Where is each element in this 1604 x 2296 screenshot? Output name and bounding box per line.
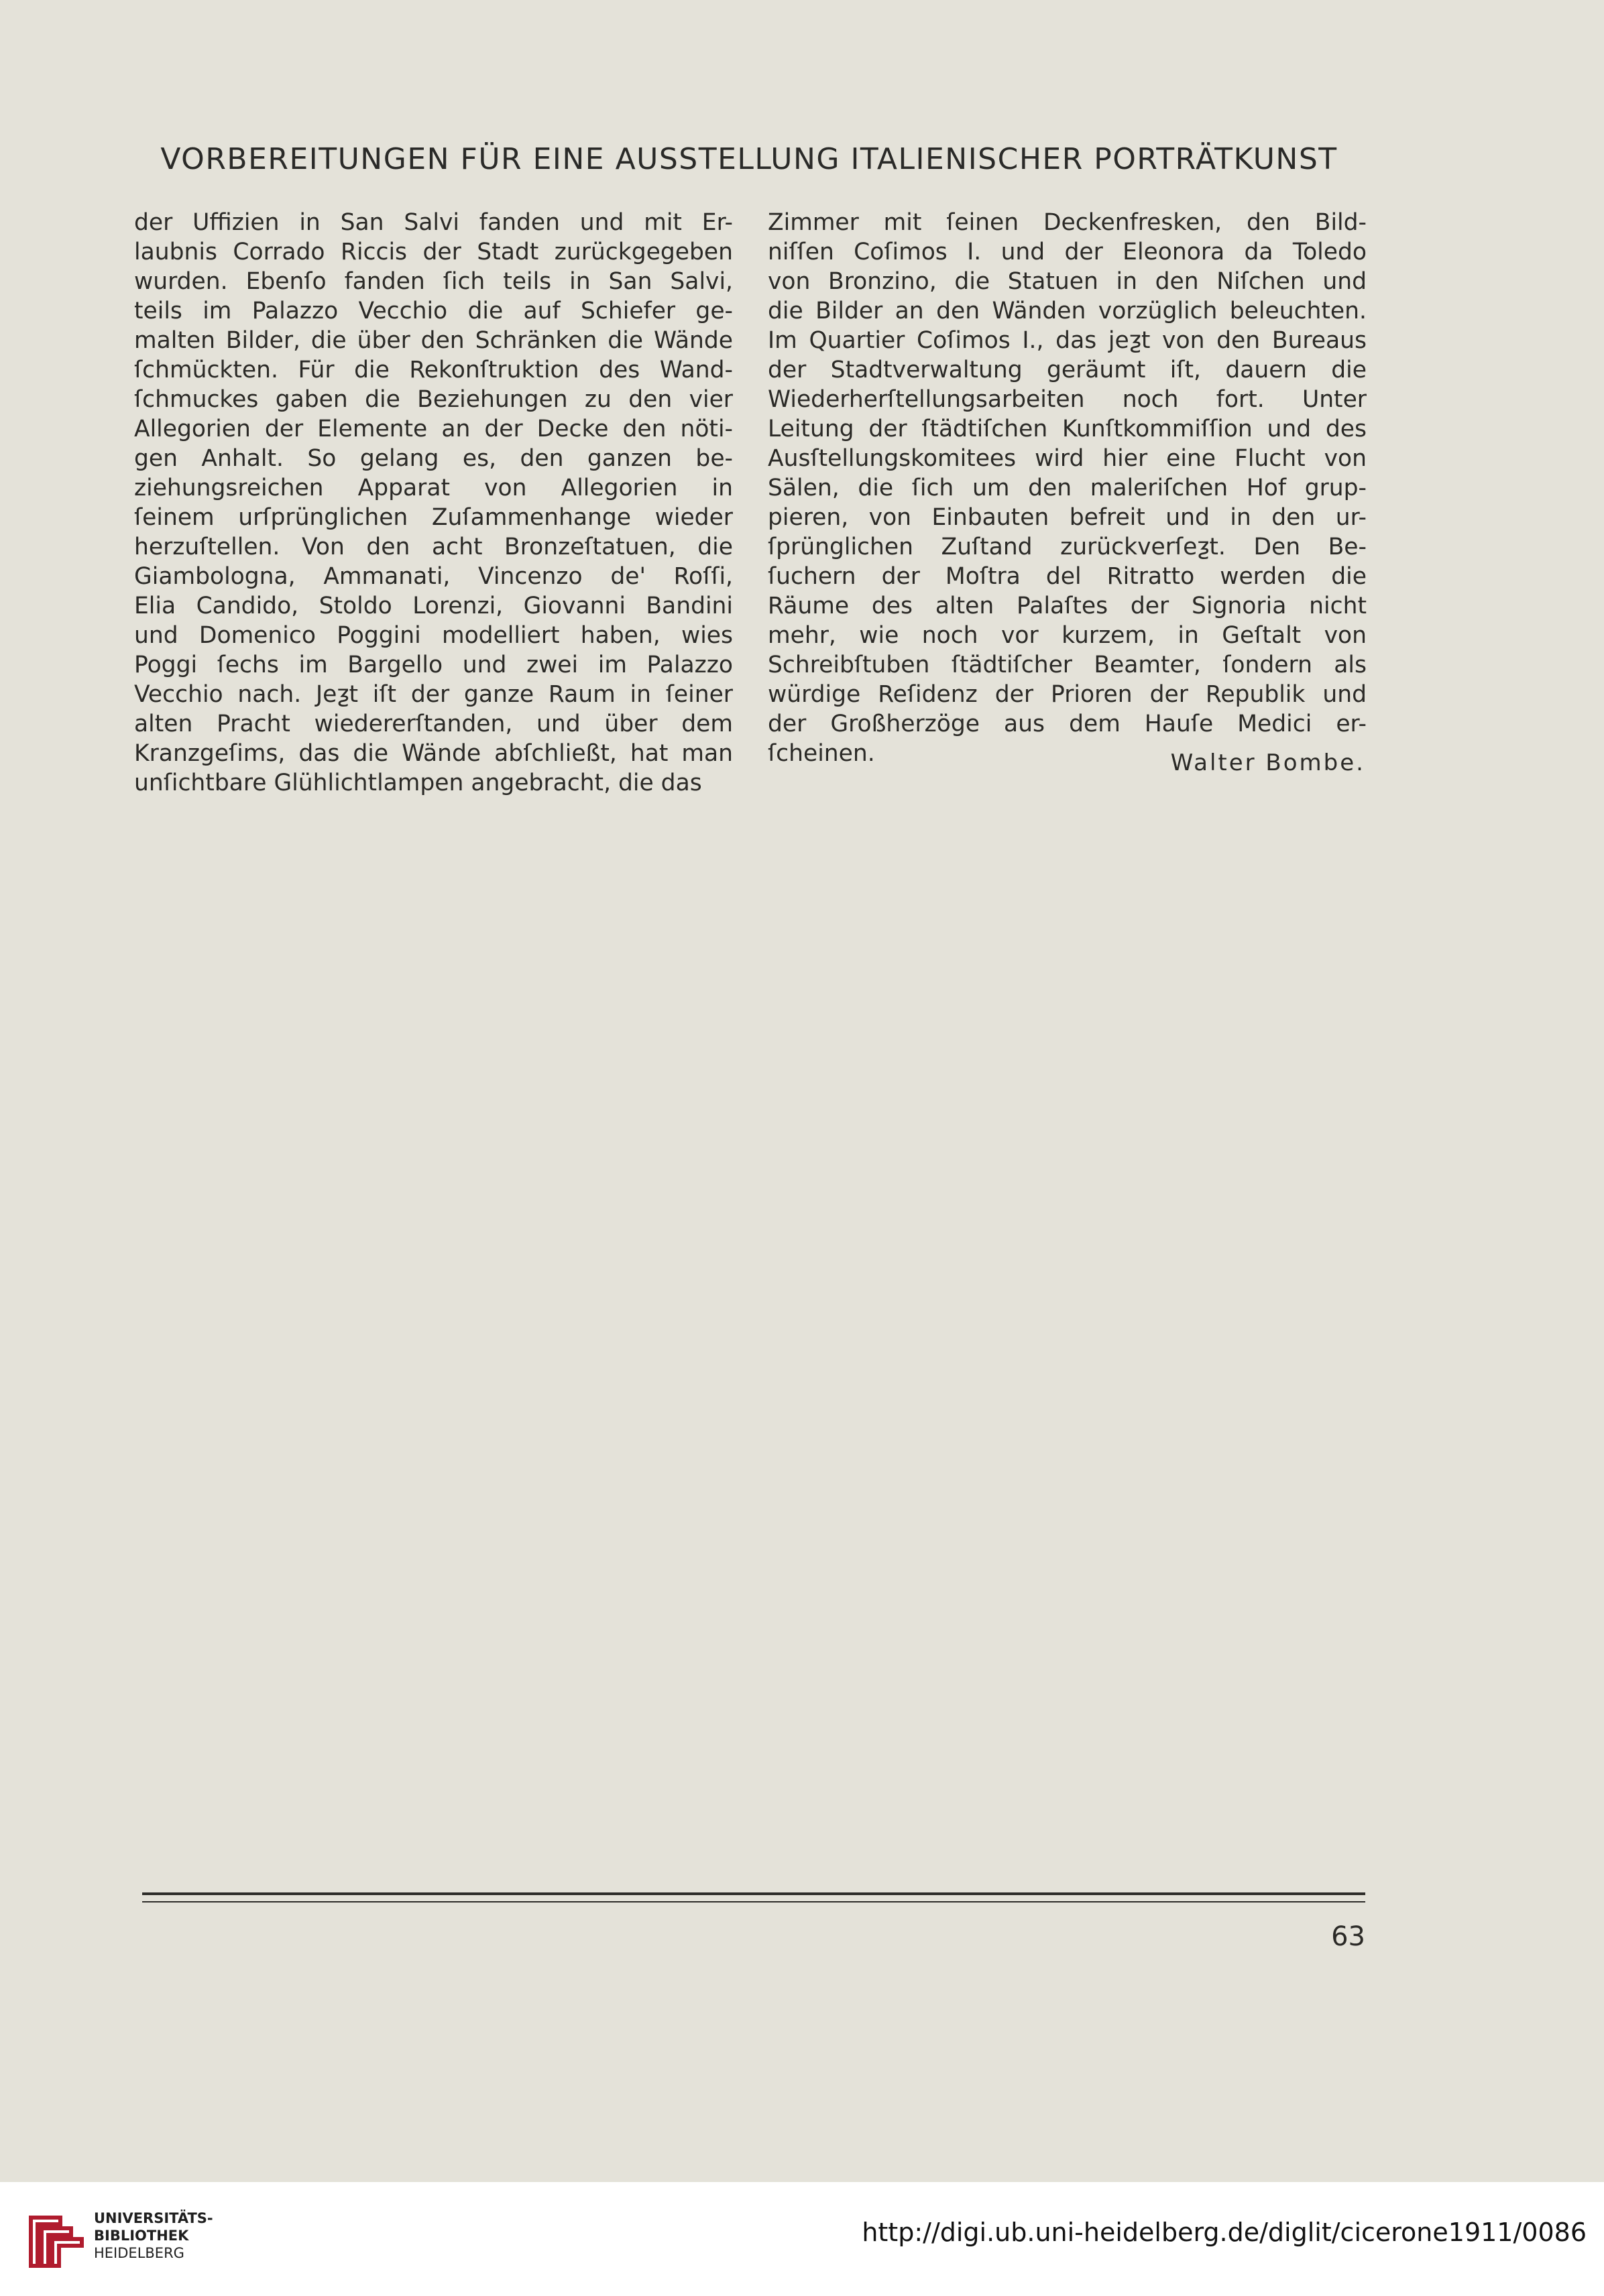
right-column-line: die Bilder an den Wänden vorzüglich beleuchten.	[768, 298, 1367, 324]
left-text-column	[134, 208, 733, 798]
right-column-line: der Großherzöge aus dem Hauſe Medici er-	[768, 711, 1367, 737]
left-column-line: malten Bilder, die über den Schränken die Wände	[134, 327, 733, 354]
library-name-line-2: BIBLIOTHEK	[94, 2228, 189, 2244]
left-column-line: unſichtbare Glühlichtlampen angebracht, die das	[134, 770, 702, 796]
left-column-line: Vecchio nach. Jeƺt iſt der ganze Raum in ſeiner	[134, 681, 733, 708]
right-column-line: Schreibſtuben ſtädtiſcher Beamter, ſondern als	[768, 652, 1367, 678]
left-column-line: Poggi ſechs im Bargello und zwei im Palazzo	[134, 652, 733, 678]
author-signature: Walter Bombe.	[1170, 749, 1365, 776]
left-column-line: ſeinem urſprünglichen Zuſammenhange wieder	[134, 504, 733, 531]
right-column-line: Sälen, die ſich um den maleriſchen Hof grup-	[768, 475, 1367, 501]
right-text-column	[768, 208, 1367, 768]
right-column-line: niſſen Coſimos I. und der Eleonora da Toledo	[768, 239, 1367, 265]
library-logo-icon[interactable]	[19, 2204, 93, 2278]
left-column-line: teils im Palazzo Vecchio die auf Schiefer ge-	[134, 298, 733, 324]
library-name-line-3: HEIDELBERG	[94, 2245, 184, 2261]
library-name[interactable]	[94, 2210, 213, 2262]
right-column-line: Zimmer mit ſeinen Deckenfresken, den Bild-	[768, 209, 1367, 236]
right-column-line: Wiederherſtellungsarbeiten noch fort. Unter	[768, 386, 1367, 413]
right-column-line: ſprünglichen Zuſtand zurückverſeƺt. Den Be-	[768, 534, 1367, 560]
right-column-line: Räume des alten Palaſtes der Signoria nicht	[768, 593, 1367, 619]
footer-rule-thin	[142, 1901, 1365, 1902]
page-number: 63	[1331, 1921, 1365, 1952]
right-column-line: Leitung der ſtädtiſchen Kunſtkommiſſion und des	[768, 416, 1367, 442]
left-column-line: alten Pracht wiedererſtanden, und über dem	[134, 711, 733, 737]
left-column-line: ziehungsreichen Apparat von Allegorien in	[134, 475, 733, 501]
left-column-line: Kranzgeſims, das die Wände abſchließt, hat man	[134, 740, 733, 767]
left-column-line: Allegorien der Elemente an der Decke den nöti-	[134, 416, 733, 442]
left-column-line: ſchmuckes gaben die Beziehungen zu den vier	[134, 386, 733, 413]
right-column-line: pieren, von Einbauten befreit und in den ur-	[768, 504, 1367, 531]
left-column-line: herzuſtellen. Von den acht Bronzeſtatuen, die	[134, 534, 733, 560]
right-column-line: Ausſtellungskomitees wird hier eine Flucht von	[768, 445, 1367, 472]
right-column-line: ſcheinen.	[768, 740, 875, 767]
right-column-line: ſuchern der Moſtra del Ritratto werden die	[768, 563, 1367, 590]
right-column-line: mehr, wie noch vor kurzem, in Geſtalt von	[768, 622, 1367, 649]
running-head: VORBEREITUNGEN FÜR EINE AUSSTELLUNG ITALIENISCHER PORTRÄTKUNST	[160, 142, 1338, 176]
footer-rule-thick	[142, 1892, 1365, 1895]
left-column-line: Giambologna, Ammanati, Vincenzo de' Roſſi,	[134, 563, 733, 590]
left-column-line: gen Anhalt. So gelang es, den ganzen be-	[134, 445, 733, 472]
right-column-line: Im Quartier Coſimos I., das jeƺt von den Bureaus	[768, 327, 1367, 354]
source-url-link[interactable]: http://digi.ub.uni-heidelberg.de/diglit/cicerone1911/0086	[862, 2218, 1587, 2247]
left-column-line: wurden. Ebenſo fanden ſich teils in San Salvi,	[134, 268, 733, 295]
left-column-line: Elia Candido, Stoldo Lorenzi, Giovanni Bandini	[134, 593, 733, 619]
left-column-line: der Uffizien in San Salvi fanden und mit Er-	[134, 209, 733, 236]
left-column-line: ſchmückten. Für die Rekonſtruktion des Wand-	[134, 357, 733, 383]
left-column-line: und Domenico Poggini modelliert haben, wies	[134, 622, 733, 649]
library-name-line-1: UNIVERSITÄTS-	[94, 2210, 213, 2226]
left-column-line: laubnis Corrado Riccis der Stadt zurückgegeben	[134, 239, 733, 265]
right-column-line: von Bronzino, die Statuen in den Niſchen und	[768, 268, 1367, 295]
right-column-line: der Stadtverwaltung geräumt iſt, dauern die	[768, 357, 1367, 383]
right-column-line: würdige Reſidenz der Prioren der Republik und	[768, 681, 1367, 708]
